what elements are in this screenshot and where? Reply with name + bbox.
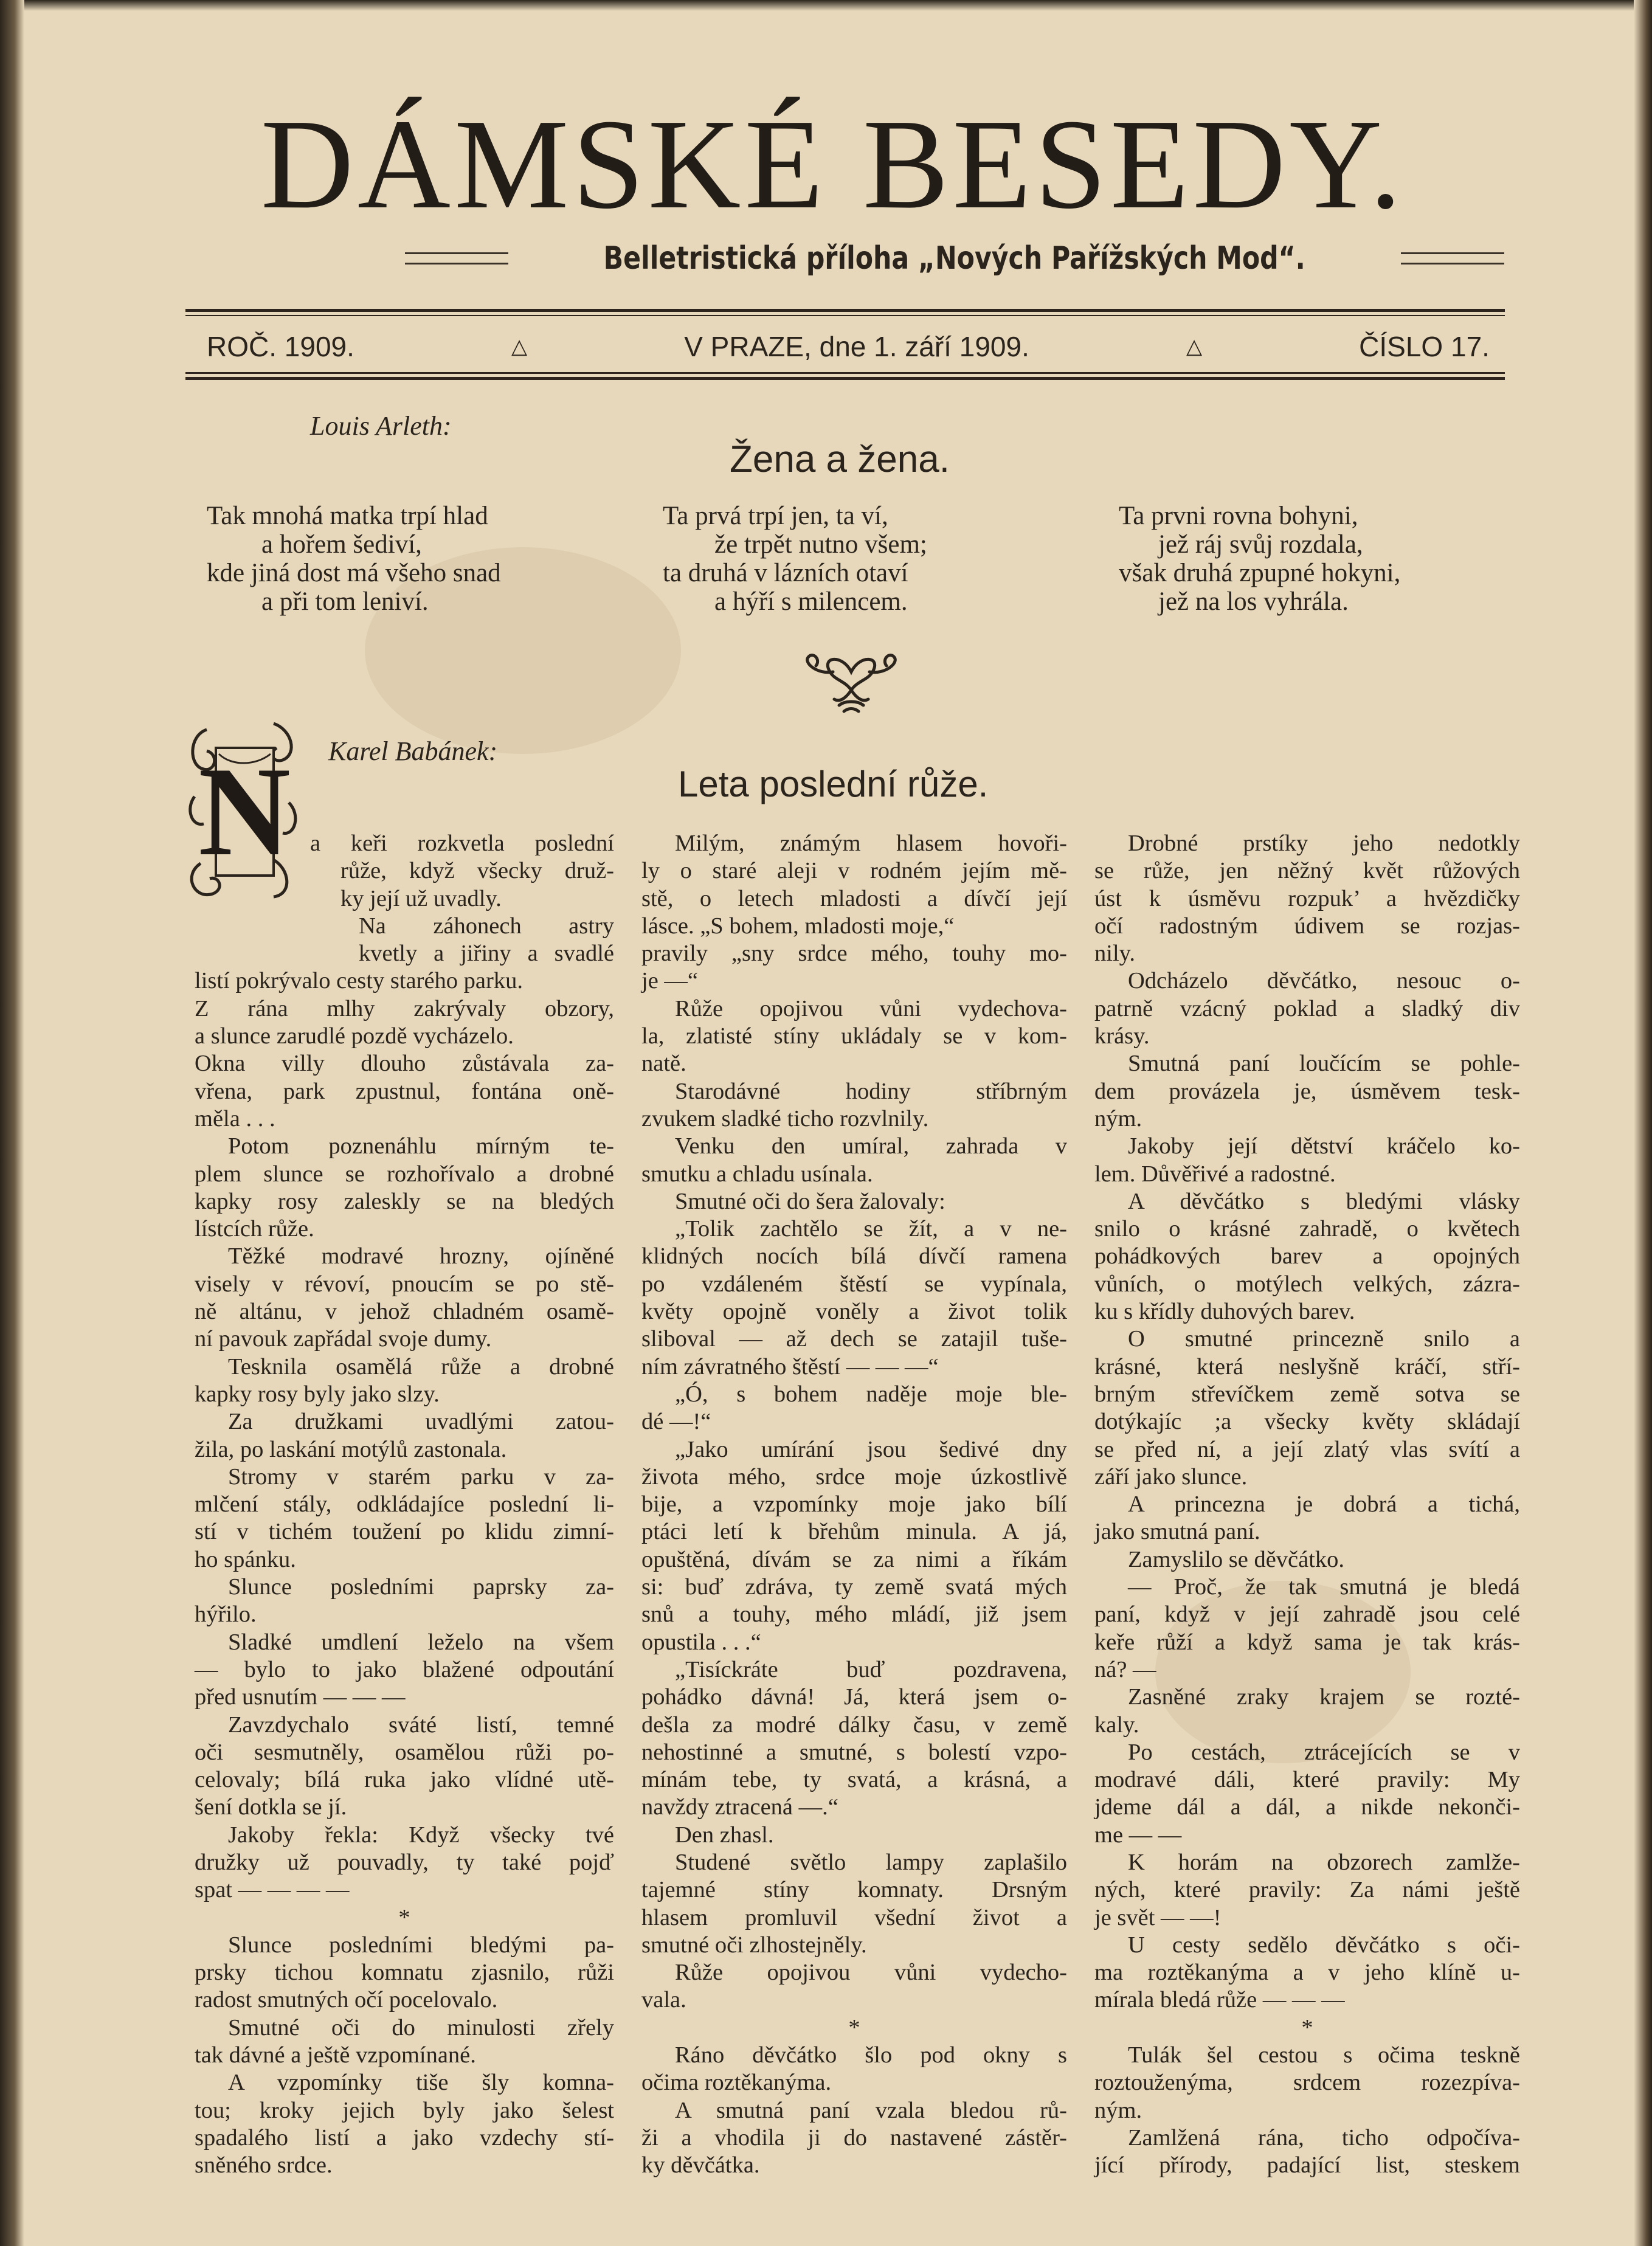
story-line: snilo o krásné zahradě, o květech xyxy=(1094,1216,1520,1242)
story-line: patrně vzácný poklad a sladký div xyxy=(1094,995,1520,1021)
story-line: sliboval — až dech se zatajil tuše- xyxy=(641,1326,1067,1352)
page-right-edge xyxy=(1634,0,1652,2246)
svg-text:N: N xyxy=(198,741,291,882)
story-line: hlasem promluvil všední život a xyxy=(641,1904,1067,1930)
story-line: úst k úsměvu rozpuk’ a hvězdičky xyxy=(1094,885,1520,911)
story-line: Růže opojivou vůni vydecho- xyxy=(675,1960,1067,1986)
story-line: pohádkových barev a opojných xyxy=(1094,1243,1520,1270)
heart-ornament-icon xyxy=(797,644,906,717)
story-line: jící přírody, padající list, steskem xyxy=(1094,2152,1520,2179)
story-line: U cesty sedělo děvčátko s oči- xyxy=(1128,1932,1520,1958)
poem-line: a hýří s milencem. xyxy=(714,587,908,616)
story-line: jako smutná paní. xyxy=(1094,1519,1260,1545)
poem-author: Louis Arleth: xyxy=(310,411,452,441)
masthead-title: DÁMSKÉ BESEDY. xyxy=(260,92,1406,235)
story-line: Smutné oči do šera žalovaly: xyxy=(675,1188,945,1214)
story-line: Růže opojivou vůni vydechova- xyxy=(675,995,1067,1021)
story-line: prsky tichou komnatu zjasnilo, růži xyxy=(195,1960,614,1986)
story-line: květy opojně voněly a život tolik xyxy=(641,1299,1067,1325)
story-line: očí radostným údivem se rozjas- xyxy=(1094,913,1520,939)
story-line: ných, které pravily: Za námi ještě xyxy=(1094,1877,1520,1903)
story-line: * xyxy=(398,1904,410,1930)
story-line: — Proč, že tak smutná je bledá xyxy=(1128,1574,1520,1600)
story-line: stě, o letech mladosti a dívčí její xyxy=(641,885,1067,911)
poem-line: Ta prvá trpí jen, ta ví, xyxy=(663,502,888,530)
poem-line: a při tom leniví. xyxy=(261,587,429,616)
story-line: je svět — —! xyxy=(1094,1904,1222,1930)
poem-line: jež na los vyhrála. xyxy=(1158,587,1349,616)
story-line: opustila . . .“ xyxy=(641,1629,761,1655)
story-line: visely v révoví, pnoucím se po stě- xyxy=(195,1271,614,1297)
story-line: navždy ztracená —.“ xyxy=(641,1794,838,1820)
poem-stanza-2 xyxy=(663,502,927,616)
story-line: me — — xyxy=(1094,1822,1182,1848)
story-line: Po cestách, ztrácejících se v xyxy=(1128,1739,1520,1765)
story-line: ly o staré aleji v rodném jejím mě- xyxy=(641,858,1067,884)
story-line: po vzdáleném štěstí se vypínala, xyxy=(641,1271,1067,1297)
story-line: ním závratného štěstí — — —“ xyxy=(641,1353,939,1380)
story-line: lístcích růže. xyxy=(195,1216,314,1242)
story-line: jdeme dál a dál, a nikde nekonči- xyxy=(1094,1794,1520,1820)
subtitle-dash-left xyxy=(405,252,508,264)
story-line: „Jako umírání jsou šedivé dny xyxy=(675,1436,1067,1462)
story-line: ní pavouk zapřádal svoje dumy. xyxy=(195,1326,492,1352)
story-line: kapky rosy byly jako slzy. xyxy=(195,1381,440,1407)
story-line: snů a touhy, mého mládí, již jsem xyxy=(641,1602,1067,1628)
story-line: vala. xyxy=(641,1987,686,2013)
poem-line: že trpět nutno všem; xyxy=(714,530,927,559)
story-line: „Tolik zachtělo se žít, a v ne- xyxy=(675,1216,1067,1242)
story-line: stí v tichém toužení po klidu zimní- xyxy=(195,1519,614,1545)
story-line: Sladké umdlení leželo na všem xyxy=(228,1629,614,1655)
story-line: ným. xyxy=(1094,1105,1142,1132)
story-line: Potom poznenáhlu mírným te- xyxy=(228,1133,614,1159)
story-line: O smutné princezně snilo a xyxy=(1128,1326,1520,1352)
story-line: * xyxy=(848,2014,860,2040)
story-line: žila, po laskání motýlů zastonala. xyxy=(195,1436,507,1462)
story-line: měla . . . xyxy=(195,1105,275,1132)
story-author: Karel Babánek: xyxy=(328,736,498,766)
story-line: spadalého listí a jako vzdechy stí- xyxy=(195,2124,614,2151)
story-line: pohádko dávná! Já, která jsem o- xyxy=(641,1684,1067,1710)
poem-stanza-3 xyxy=(1119,502,1400,616)
story-line: tou; kroky jejich byly jako šelest xyxy=(195,2097,614,2123)
story-line: ku s křídly duhových barev. xyxy=(1094,1299,1355,1325)
story-line: oči sesmutněly, osamělou růži po- xyxy=(195,1739,614,1765)
story-line: lem. Důvěřivé a radostné. xyxy=(1094,1161,1336,1187)
story-line: paní, když v její zahradě jsou celé xyxy=(1094,1602,1520,1628)
story-line: se před ní, a její zlatý vlas svítí a xyxy=(1094,1436,1520,1462)
story-line: Slunce posledními paprsky za- xyxy=(228,1574,614,1600)
poem-line: a hořem šediví, xyxy=(261,530,422,559)
poem-line: ta druhá v lázních otaví xyxy=(663,559,908,587)
story-line: Starodávné hodiny stříbrným xyxy=(675,1078,1067,1104)
story-column-2 xyxy=(641,830,1067,2180)
story-line: kaly. xyxy=(1094,1712,1139,1738)
story-line: tajemné stíny komnaty. Drsným xyxy=(641,1877,1067,1903)
story-line: se růže, jen něžný květ růžových xyxy=(1094,858,1520,884)
masthead-subtitle-row xyxy=(389,240,1305,295)
story-line: zvukem sladké ticho rozvlnily. xyxy=(641,1105,929,1132)
poem-line: jež ráj svůj rozdala, xyxy=(1158,530,1363,559)
story-line: plem slunce se rozhořívalo a drobné xyxy=(195,1161,614,1187)
story-line: Milým, známým hlasem hovoři- xyxy=(675,831,1067,856)
story-line: tak dávné a ještě vzpomínané. xyxy=(195,2042,476,2068)
story-line: Den zhasl. xyxy=(675,1822,774,1848)
story-line: keře růží a když sama je tak krás- xyxy=(1094,1629,1520,1655)
story-title: Leta poslední růže. xyxy=(678,764,989,804)
story-line: dotýkajíc ;a všecky květy skládají xyxy=(1094,1409,1520,1435)
story-line: ho spánku. xyxy=(195,1546,296,1572)
poem-line: kde jiná dost má všeho snad xyxy=(207,559,501,587)
story-line: Jakoby její dětství kráčelo ko- xyxy=(1128,1133,1520,1159)
story-line: života mého, srdce moje úzkostlivě xyxy=(641,1463,1067,1490)
story-line: Stromy v starém parku v za- xyxy=(228,1463,614,1490)
story-line: Z rána mlhy zakrývaly obzory, xyxy=(195,995,614,1021)
story-line: hýřilo. xyxy=(195,1602,257,1628)
story-line: Těžké modravé hrozny, ojíněné xyxy=(228,1243,614,1270)
story-line: — bylo to jako blažené odpoutání xyxy=(195,1656,614,1682)
story-column-3 xyxy=(1094,830,1520,2180)
triangle-separator-icon: △ xyxy=(511,335,528,358)
story-line: před usnutím — — — xyxy=(195,1684,406,1710)
story-line: šení dotkla se jí. xyxy=(195,1794,347,1820)
story-line: Venku den umíral, zahrada v xyxy=(675,1133,1067,1159)
story-line: mírala bledá růže — — — xyxy=(1094,1987,1345,2013)
story-line: bije, a vzpomínky moje jako bílí xyxy=(641,1491,1067,1518)
story-line: A smutná paní vzala bledou rů- xyxy=(675,2097,1067,2123)
story-line: ky její už uvadly. xyxy=(340,885,502,911)
story-line: krásné, která neslyšně kráčí, stří- xyxy=(1094,1353,1520,1380)
story-line: Smutná paní loučícím se pohle- xyxy=(1128,1051,1520,1077)
story-line: dé —!“ xyxy=(641,1409,711,1435)
story-line: pravily „sny srdce mého, touhy mo- xyxy=(641,941,1067,967)
story-line: kvetly a jiřiny a svadlé xyxy=(359,941,614,967)
story-line: radost smutných očí pocelovalo. xyxy=(195,1987,498,2013)
poem-line: Ta prvni rovna bohyni, xyxy=(1119,502,1358,530)
story-line: očima roztěkanýma. xyxy=(641,2070,832,2096)
story-line: krásy. xyxy=(1094,1023,1150,1049)
story-line: vřena, park zpustnul, fontána oně- xyxy=(195,1078,614,1104)
story-line: Odcházelo děvčátko, nesouc o- xyxy=(1128,968,1520,994)
story-line: smutné oči zlhostejněly. xyxy=(641,1932,867,1958)
story-line: listí pokrývalo cesty starého parku. xyxy=(195,968,523,994)
issue-number: ČÍSLO 17. xyxy=(1359,331,1490,362)
story-line: A princezna je dobrá a tichá, xyxy=(1128,1491,1520,1518)
story-line: K horám na obzorech zamlže- xyxy=(1128,1849,1520,1875)
story-line: družky už pouvadly, ty také pojď xyxy=(195,1849,614,1875)
story-line: kapky rosy zaleskly se na bledých xyxy=(195,1188,614,1214)
story-line: je —“ xyxy=(641,968,698,994)
story-line: A vzpomínky tiše šly komna- xyxy=(228,2070,614,2096)
story-line: září jako slunce. xyxy=(1094,1463,1248,1490)
book-binding-edge xyxy=(0,0,24,2246)
masthead-subtitle: Belletristická příloha „Nových Pařížských Mod“. xyxy=(603,240,1305,277)
story-line: mlčení stály, odkládajíce poslední li- xyxy=(195,1491,614,1518)
story-line: si: buď zdráva, ty země svatá mých xyxy=(641,1574,1067,1600)
page-top-edge xyxy=(0,0,1652,11)
story-line: sněného srdce. xyxy=(195,2152,333,2179)
story-line: smutku a chladu usínala. xyxy=(641,1161,873,1187)
story-line: brným střevíčkem země sotva se xyxy=(1094,1381,1520,1407)
story-line: opuštěná, dívám se za nimi a říkám xyxy=(641,1546,1067,1572)
story-line: Za družkami uvadlými zatou- xyxy=(228,1409,614,1435)
story-line: Okna villy dlouho zůstávala za- xyxy=(195,1051,614,1077)
story-line: modravé dáli, které pravily: My xyxy=(1094,1767,1520,1793)
story-line: dem provázela je, úsměvem tesk- xyxy=(1094,1078,1520,1104)
story-line: ptáci letí k břehům minula. A já, xyxy=(641,1519,1067,1545)
triangle-separator-icon: △ xyxy=(1186,335,1203,358)
header-rule-bottom xyxy=(185,377,1505,380)
story-line: růže, když všecky druž- xyxy=(340,858,614,884)
story-line: nehostinné a smutné, s bolestí vzpo- xyxy=(641,1739,1067,1765)
story-line: Zasněné zraky krajem se rozté- xyxy=(1128,1684,1520,1710)
story-line: a keři rozkvetla poslední xyxy=(310,831,614,856)
story-line: Na záhonech astry xyxy=(359,913,614,939)
story-line: spat — — — — xyxy=(195,1877,350,1903)
poem-title: Žena a žena. xyxy=(730,438,950,480)
story-line: Slunce posledními bledými pa- xyxy=(228,1932,614,1958)
story-line: Ráno děvčátko šlo pod okny s xyxy=(675,2042,1067,2068)
story-line: klidných nocích bílá dívčí ramena xyxy=(641,1243,1067,1270)
story-line: roztouženýma, srdcem rozezpíva- xyxy=(1094,2070,1520,2096)
poem-stanza-1 xyxy=(207,502,547,616)
story-line: * xyxy=(1301,2014,1313,2040)
story-line: Zamlžená rána, ticho odpočíva- xyxy=(1128,2124,1520,2151)
story-line: Smutné oči do minulosti zřely xyxy=(228,2014,614,2040)
story-line: Zamyslilo se děvčátko. xyxy=(1128,1546,1345,1572)
header-rule-bottom-thin xyxy=(185,372,1505,374)
story-line: mínám tebe, ty svatá, a krásná, a xyxy=(641,1767,1067,1793)
story-line: lásce. „S bohem, mladosti moje,“ xyxy=(641,913,955,939)
poem-line: Tak mnohá matka trpí hlad xyxy=(207,502,488,530)
story-line: ky děvčátka. xyxy=(641,2152,760,2179)
story-line: Studené světlo lampy zaplašilo xyxy=(675,1849,1067,1875)
story-line: ná? — xyxy=(1094,1656,1156,1682)
story-line: A děvčátko s bledými vlásky xyxy=(1128,1188,1520,1214)
story-line: ži a vhodila ji do nastavené zástěr- xyxy=(641,2124,1067,2151)
story-line: la, zlatisté stíny ukládaly se v kom- xyxy=(641,1023,1067,1049)
story-line: natě. xyxy=(641,1051,686,1077)
subtitle-dash-right xyxy=(1401,252,1504,264)
issue-year: ROČ. 1909. xyxy=(207,331,354,362)
story-line: ným. xyxy=(1094,2097,1142,2123)
header-rule-top-thin xyxy=(185,315,1505,316)
header-rule-top xyxy=(185,309,1505,312)
story-line: celovaly; bílá ruka jako vlídné utě- xyxy=(195,1767,614,1793)
story-line: Tesknila osamělá růže a drobné xyxy=(228,1353,614,1380)
story-line: vůních, o motýlech velkých, zázra- xyxy=(1094,1271,1520,1297)
story-line: a slunce zarudlé pozdě vycházelo. xyxy=(195,1023,514,1049)
story-line: Jakoby řekla: Když všecky tvé xyxy=(228,1822,614,1848)
poem-line: však druhá zpupné hokyni, xyxy=(1119,559,1401,587)
issue-place-date: V PRAZE, dne 1. září 1909. xyxy=(684,331,1029,362)
story-line: Zavzdychalo sváté listí, temné xyxy=(228,1712,614,1738)
story-column-1 xyxy=(195,830,614,2180)
story-line: „Ó, s bohem naděje moje ble- xyxy=(675,1381,1067,1407)
story-line: „Tisíckráte buď pozdravena, xyxy=(675,1656,1067,1682)
issue-info-row xyxy=(207,325,1490,368)
story-line: ma roztěkanýma a v jeho klíně u- xyxy=(1094,1960,1520,1986)
story-line: Drobné prstíky jeho nedotkly xyxy=(1128,831,1520,856)
story-line: Tulák šel cestou s očima teskně xyxy=(1128,2042,1520,2068)
story-line: nily. xyxy=(1094,941,1136,967)
story-line: dešla za modré dálky času, v země xyxy=(641,1712,1067,1738)
story-line: ně altánu, v jehož chladném osamě- xyxy=(195,1299,614,1325)
